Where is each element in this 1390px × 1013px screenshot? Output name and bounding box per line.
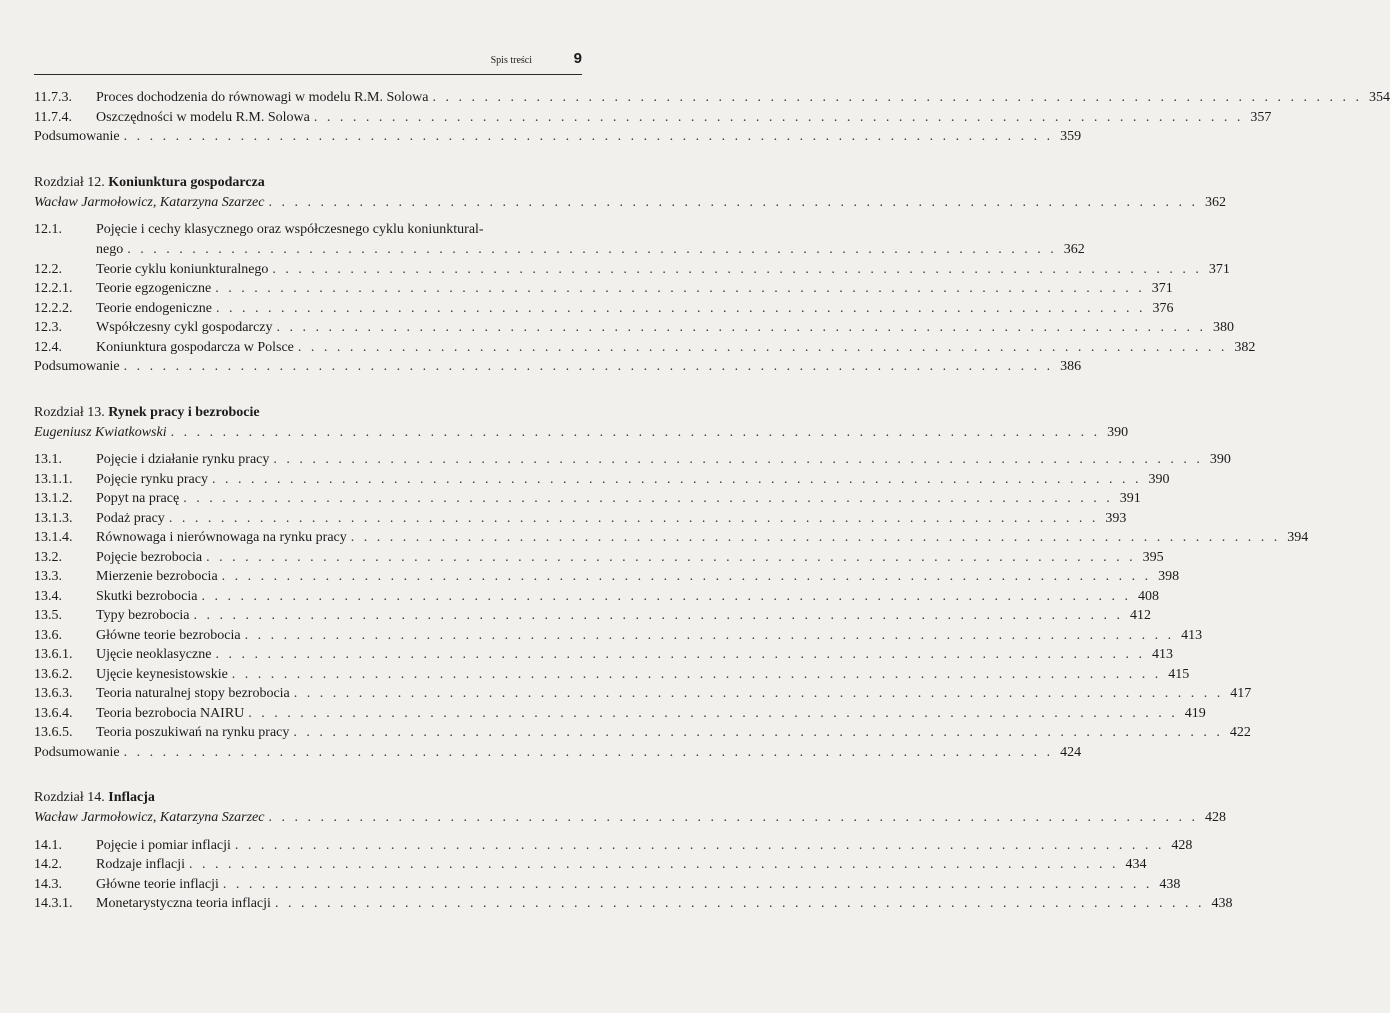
section-number: 12.2.2. (34, 300, 73, 316)
toc-entry-wrapped[interactable] (34, 222, 582, 242)
section-title: Równowaga i nierównowaga na rynku pracy (96, 530, 347, 545)
chapter-gap (34, 214, 582, 222)
toc-entry[interactable] (34, 876, 1181, 897)
section-number: 13.6.1. (34, 647, 73, 662)
section-title: Teoria poszukiwań na rynku pracy (96, 725, 290, 740)
section-page: 354 (1368, 90, 1390, 105)
dot-leader: . . . . . . . . . . . . . . . . . . . . . . . . . . . . . . . . . . . . . . . . . . . . . . . . . . . . . . . . . . . . . . . . . . . . . . . . (170, 424, 1101, 440)
section-number: 13.4. (34, 588, 62, 604)
section-title: Typy bezrobocia (96, 608, 190, 623)
running-head-title: Spis treści (490, 55, 532, 66)
section-number: 13.6. (34, 627, 62, 643)
section-title: Podaż pracy (96, 510, 165, 526)
toc-entry[interactable] (34, 300, 1174, 321)
dot-leader: . . . . . . . . . . . . . . . . . . . . . . . . . . . . . . . . . . . . . . . . . . . . . . . . . . . . . . . . . . . . . . . . . . . . . . . . (221, 569, 1152, 584)
section-title: Ujęcie keynesistowskie (96, 666, 228, 682)
section-number: 13.3. (34, 569, 62, 584)
dot-leader: . . . . . . . . . . . . . . . . . . . . . . . . . . . . . . . . . . . . . . . . . . . . . . . . . . . . . . . . . . . . . . . . . . . . . . . . (168, 510, 1099, 526)
summary-label: Podsumowanie (34, 744, 120, 760)
section-number: 14.3. (34, 876, 62, 892)
toc-entry[interactable] (34, 857, 1147, 877)
section-number: 13.1.2. (34, 491, 73, 506)
toc-entry[interactable] (34, 588, 1159, 609)
section-number: 13.6.3. (34, 686, 73, 701)
dot-leader: . . . . . . . . . . . . . . . . . . . . . . . . . . . . . . . . . . . . . . . . . . . . . . . . . . . . . . . . . . . . . . . . . . . . . . . . (244, 627, 1175, 643)
toc-entry[interactable] (34, 530, 1309, 550)
section-title: Proces dochodzenia do równowagi w modelu R.M. Solowa (96, 90, 429, 105)
section-page: 398 (1158, 569, 1180, 584)
toc-entry[interactable] (34, 281, 1173, 301)
dot-leader: . . . . . . . . . . . . . . . . . . . . . . . . . . . . . . . . . . . . . . . . . . . . . . . . . . . . . . . . . . . . . . . . . . . . . . . . (123, 744, 1054, 760)
section-number: 13.2. (34, 549, 62, 565)
section-title: Monetarystyczna teoria inflacji (96, 896, 271, 911)
chapter-spacer (34, 764, 582, 790)
dot-leader: . . . . . . . . . . . . . . . . . . . . . . . . . . . . . . . . . . . . . . . . . . . . . . . . . . . . . . . . . . . . . . . . . . . . . . . . (183, 491, 1113, 506)
dot-leader: . . . . . . . . . . . . . . . . . . . . . . . . . . . . . . . . . . . . . . . . . . . . . . . . . . . . . . . . . . . . . . . . . . . . . . . . (231, 666, 1162, 682)
toc-entry[interactable] (34, 339, 1256, 360)
section-number: 13.5. (34, 608, 62, 623)
dot-leader: . . . . . . . . . . . . . . . . . . . . . . . . . . . . . . . . . . . . . . . . . . . . . . . . . . . . . . . . . . . . . . . . . . . . . . . . (272, 261, 1202, 277)
section-page: 422 (1229, 725, 1251, 740)
section-page: 357 (1250, 109, 1272, 125)
chapter-authors-row[interactable] (34, 810, 1226, 830)
toc-entry[interactable] (34, 569, 1180, 589)
chapter-page: 390 (1107, 424, 1129, 440)
section-page: 428 (1171, 837, 1193, 853)
section-title: Oszczędności w modelu R.M. Solowa (96, 109, 310, 125)
summary-page: 386 (1060, 359, 1082, 374)
section-page: 438 (1211, 896, 1233, 911)
section-page: 438 (1159, 876, 1181, 892)
chapter-heading[interactable] (34, 405, 582, 425)
section-number: 12.2.1. (34, 281, 73, 296)
dot-leader: . . . . . . . . . . . . . . . . . . . . . . . . . . . . . . . . . . . . . . . . . . . . . . . . . . . . . . . . . . . . . . . . . . . . . . . . (201, 588, 1131, 604)
dot-leader: . . . . . . . . . . . . . . . . . . . . . . . . . . . . . . . . . . . . . . . . . . . . . . . . . . . . . . . . . . . . . . . . . . . . . . . . (432, 90, 1362, 105)
section-page: 417 (1230, 686, 1252, 701)
chapter-authors: Wacław Jarmołowicz, Katarzyna Szarzec (34, 810, 265, 825)
toc-entry[interactable] (34, 471, 1170, 492)
toc-entry[interactable] (34, 90, 1390, 110)
section-number: 12.1. (34, 222, 62, 237)
toc-entry[interactable] (34, 705, 1206, 726)
section-number: 14.1. (34, 837, 62, 853)
section-page: 393 (1105, 510, 1127, 526)
section-page: 376 (1152, 300, 1174, 316)
toc-summary[interactable] (34, 744, 1082, 765)
section-page: 415 (1168, 666, 1190, 682)
section-title: Teorie cyklu koniunkturalnego (96, 261, 269, 277)
chapter-page: 362 (1204, 194, 1226, 210)
chapter-page: 428 (1204, 810, 1226, 825)
dot-leader: . . . . . . . . . . . . . . . . . . . . . . . . . . . . . . . . . . . . . . . . . . . . . . . . . . . . . . . . . . . . . . . . . . . . . . . . (273, 452, 1203, 467)
section-page: 371 (1151, 281, 1173, 296)
dot-leader: . . . . . . . . . . . . . . . . . . . . . . . . . . . . . . . . . . . . . . . . . . . . . . . . . . . . . . . . . . . . . . . . . . . . . . . . (123, 129, 1054, 144)
dot-leader: . . . . . . . . . . . . . . . . . . . . . . . . . . . . . . . . . . . . . . . . . . . . . . . . . . . . . . . . . . . . . . . . . . . . . . . . (123, 359, 1054, 374)
section-number: 13.1.4. (34, 530, 73, 545)
section-page: 413 (1181, 627, 1203, 643)
chapter-authors-row[interactable] (34, 194, 1226, 215)
page-number: 9 (573, 50, 582, 67)
section-title: Popyt na pracę (96, 491, 180, 506)
section-number: 13.6.5. (34, 725, 73, 740)
toc-entry[interactable] (34, 627, 1203, 648)
section-page: 380 (1213, 320, 1234, 335)
summary-page: 359 (1060, 129, 1082, 144)
section-title: Teoria naturalnej stopy bezrobocia (96, 686, 290, 701)
chapter-authors: Eugeniusz Kwiatkowski (34, 424, 167, 440)
dot-leader: . . . . . . . . . . . . . . . . . . . . . . . . . . . . . . . . . . . . . . . . . . . . . . . . . . . . . . . . . . . . . . . . . . . . . . . . (222, 876, 1153, 892)
section-page: 413 (1151, 647, 1173, 662)
chapter-heading[interactable] (34, 790, 582, 810)
dot-leader: . . . . . . . . . . . . . . . . . . . . . . . . . . . . . . . . . . . . . . . . . . . . . . . . . . . . . . . . . . . . . . . . . . . . . . . . (211, 471, 1142, 487)
chapter-heading[interactable] (34, 175, 582, 195)
dot-leader: . . . . . . . . . . . . . . . . . . . . . . . . . . . . . . . . . . . . . . . . . . . . . . . . . . . . . . . . . . . . . . . . . . . . . . . . (268, 810, 1198, 825)
dot-leader: . . . . . . . . . . . . . . . . . . . . . . . . . . . . . . . . . . . . . . . . . . . . . . . . . . . . . . . . . . . . . . . . . . . . . . . . (216, 300, 1146, 316)
section-number: 12.4. (34, 339, 62, 355)
chapter-prefix: Rozdział 14. (34, 790, 105, 805)
dot-leader: . . . . . . . . . . . . . . . . . . . . . . . . . . . . . . . . . . . . . . . . . . . . . . . . . . . . . . . . . . . . . . . . . . . . . . . . (293, 725, 1223, 740)
dot-leader: . . . . . . . . . . . . . . . . . . . . . . . . . . . . . . . . . . . . . . . . . . . . . . . . . . . . . . . . . . . . . . . . . . . . . . . . (234, 837, 1165, 853)
toc-entry[interactable] (34, 261, 1230, 282)
summary-label: Podsumowanie (34, 359, 120, 374)
dot-leader: . . . . . . . . . . . . . . . . . . . . . . . . . . . . . . . . . . . . . . . . . . . . . . . . . . . . . . . . . . . . . . . . . . . . . . . . (350, 530, 1281, 545)
section-title: Pojęcie bezrobocia (96, 549, 203, 565)
section-number: 13.1.1. (34, 471, 73, 487)
dot-leader: . . . . . . . . . . . . . . . . . . . . . . . . . . . . . . . . . . . . . . . . . . . . . . . . . . . . . . . . . . . . . . . . . . . . . . . . (127, 242, 1057, 257)
chapter-authors-row[interactable] (34, 424, 1129, 445)
section-page: 434 (1125, 857, 1147, 872)
section-title: Główne teorie inflacji (96, 876, 219, 892)
chapter-title: Inflacja (108, 790, 155, 805)
section-title: Pojęcie i działanie rynku pracy (96, 452, 270, 467)
section-title: Teorie endogeniczne (96, 300, 213, 316)
dot-leader: . . . . . . . . . . . . . . . . . . . . . . . . . . . . . . . . . . . . . . . . . . . . . . . . . . . . . . . . . . . . . . . . . . . . . . . . (276, 320, 1206, 335)
section-number: 14.3.1. (34, 896, 73, 911)
section-page: 419 (1184, 705, 1206, 721)
summary-label: Podsumowanie (34, 129, 120, 144)
section-title: Mierzenie bezrobocia (96, 569, 218, 584)
chapter-title: Rynek pracy i bezrobocie (108, 404, 260, 420)
dot-leader: . . . . . . . . . . . . . . . . . . . . . . . . . . . . . . . . . . . . . . . . . . . . . . . . . . . . . . . . . . . . . . . . . . . . . . . . (189, 857, 1119, 872)
section-title: Ujęcie neoklasyczne (96, 647, 212, 662)
section-number: 14.2. (34, 857, 62, 872)
section-title: Teorie egzogeniczne (96, 281, 212, 296)
section-number: 11.7.3. (34, 90, 72, 105)
dot-leader: . . . . . . . . . . . . . . . . . . . . . . . . . . . . . . . . . . . . . . . . . . . . . . . . . . . . . . . . . . . . . . . . . . . . . . . . (193, 608, 1123, 623)
dot-leader: . . . . . . . . . . . . . . . . . . . . . . . . . . . . . . . . . . . . . . . . . . . . . . . . . . . . . . . . . . . . . . . . . . . . . . . . (268, 194, 1198, 210)
chapter-title: Koniunktura gospodarcza (108, 174, 265, 190)
section-title: Pojęcie rynku pracy (96, 471, 208, 487)
section-page: 391 (1119, 491, 1141, 506)
section-title: Pojęcie i pomiar inflacji (96, 837, 231, 853)
dot-leader: . . . . . . . . . . . . . . . . . . . . . . . . . . . . . . . . . . . . . . . . . . . . . . . . . . . . . . . . . . . . . . . . . . . . . . . . (297, 339, 1228, 355)
toc-entry[interactable] (34, 686, 1252, 706)
section-title: Skutki bezrobocia (96, 588, 198, 604)
page-header (34, 50, 582, 75)
toc-entry[interactable] (34, 647, 1173, 667)
chapter-authors: Wacław Jarmołowicz, Katarzyna Szarzec (34, 194, 265, 210)
chapter-gap (34, 830, 582, 838)
section-number: 13.6.4. (34, 705, 73, 721)
toc-entry[interactable] (34, 491, 1141, 511)
chapter-prefix: Rozdział 12. (34, 174, 105, 190)
section-page: 362 (1063, 242, 1085, 257)
section-number: 12.2. (34, 261, 62, 277)
section-page: 408 (1137, 588, 1159, 604)
section-page: 390 (1148, 471, 1170, 487)
section-title: Współczesny cykl gospodarczy (96, 320, 273, 335)
section-title-line2: nego (96, 242, 124, 257)
toc-entry[interactable] (34, 109, 1272, 130)
section-page: 395 (1142, 549, 1164, 565)
section-number: 13.6.2. (34, 666, 73, 682)
toc-entry[interactable] (34, 452, 1231, 472)
section-page: 394 (1287, 530, 1309, 545)
dot-leader: . . . . . . . . . . . . . . . . . . . . . . . . . . . . . . . . . . . . . . . . . . . . . . . . . . . . . . . . . . . . . . . . . . . . . . . . (313, 109, 1244, 125)
dot-leader: . . . . . . . . . . . . . . . . . . . . . . . . . . . . . . . . . . . . . . . . . . . . . . . . . . . . . . . . . . . . . . . . . . . . . . . . (293, 686, 1224, 701)
section-page: 382 (1234, 339, 1256, 355)
toc-entry[interactable] (34, 510, 1127, 531)
toc-entry[interactable] (34, 666, 1190, 687)
section-title-line1: Pojęcie i cechy klasycznego oraz współczesnego cyklu koniunktural- (96, 222, 484, 237)
dot-leader: . . . . . . . . . . . . . . . . . . . . . . . . . . . . . . . . . . . . . . . . . . . . . . . . . . . . . . . . . . . . . . . . . . . . . . . . (215, 281, 1145, 296)
chapter-gap (34, 444, 582, 452)
section-title: Rodzaje inflacji (96, 857, 186, 872)
section-number: 13.1.3. (34, 510, 73, 526)
toc-entry[interactable] (34, 549, 1164, 570)
dot-leader: . . . . . . . . . . . . . . . . . . . . . . . . . . . . . . . . . . . . . . . . . . . . . . . . . . . . . . . . . . . . . . . . . . . . . . . . (215, 647, 1145, 662)
table-of-contents (34, 90, 1390, 916)
chapter-spacer (34, 379, 582, 405)
section-title: Główne teorie bezrobocia (96, 627, 241, 643)
section-number: 12.3. (34, 320, 62, 335)
chapter-prefix: Rozdział 13. (34, 404, 105, 420)
toc-summary[interactable] (34, 359, 1082, 379)
dot-leader: . . . . . . . . . . . . . . . . . . . . . . . . . . . . . . . . . . . . . . . . . . . . . . . . . . . . . . . . . . . . . . . . . . . . . . . . (206, 549, 1136, 565)
section-title: Koniunktura gospodarcza w Polsce (96, 339, 294, 355)
dot-leader: . . . . . . . . . . . . . . . . . . . . . . . . . . . . . . . . . . . . . . . . . . . . . . . . . . . . . . . . . . . . . . . . . . . . . . . . (248, 705, 1178, 721)
section-title: Teoria bezrobocia NAIRU (96, 705, 245, 721)
section-page: 390 (1209, 452, 1231, 467)
toc-entry[interactable] (34, 320, 1234, 340)
toc-entry[interactable] (34, 725, 1251, 745)
section-number: 13.1. (34, 452, 62, 467)
toc-entry-continuation[interactable] (34, 242, 1085, 262)
section-page: 412 (1129, 608, 1151, 623)
summary-page: 424 (1060, 744, 1082, 760)
dot-leader: . . . . . . . . . . . . . . . . . . . . . . . . . . . . . . . . . . . . . . . . . . . . . . . . . . . . . . . . . . . . . . . . . . . . . . . . (274, 896, 1205, 911)
section-number: 11.7.4. (34, 109, 72, 125)
toc-entry[interactable] (34, 608, 1151, 628)
toc-entry[interactable] (34, 896, 1233, 916)
toc-summary[interactable] (34, 129, 1082, 149)
chapter-spacer (34, 149, 582, 175)
toc-entry[interactable] (34, 837, 1193, 858)
section-page: 371 (1208, 261, 1230, 277)
